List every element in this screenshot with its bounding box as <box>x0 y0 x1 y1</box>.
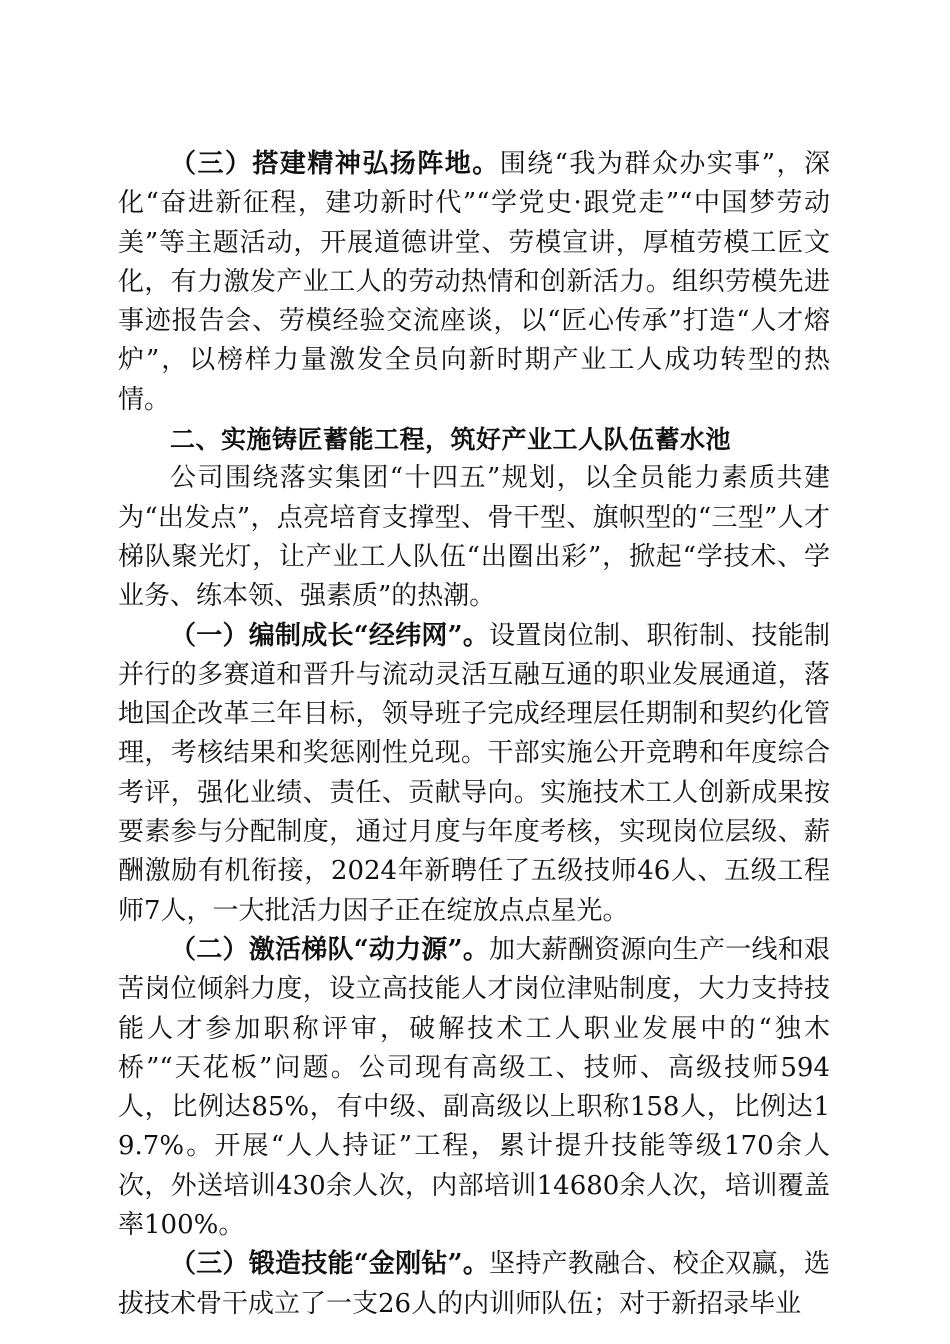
paragraph-5-subheading: （三）锻造技能“金刚钻”。 <box>170 1249 490 1280</box>
paragraph-3 <box>118 617 830 931</box>
paragraph-2-body: 公司围绕落实集团“十四五”规划，以全员能力素质共建为“出发点”，点亮培育支撑型、骨干型、旗帜型的“三型”人才梯队聚光灯，让产业工人队伍“出圈出彩”，掀起“学技术、学业务、练本领、强素质”的热潮。 <box>118 463 830 612</box>
document-page <box>118 145 830 1324</box>
paragraph-5-body: 坚持产教融合、校企双赢，选拔技术骨干成立了一支26人的内训师队伍；对于新招录毕业 <box>118 1249 830 1319</box>
paragraph-1-subheading: （三）搭建精神弘扬阵地。 <box>170 149 500 179</box>
paragraph-4-subheading: （二）激活梯队“动力源”。 <box>170 934 490 965</box>
paragraph-1 <box>118 145 830 420</box>
paragraph-4 <box>118 931 830 1245</box>
paragraph-2 <box>118 459 830 616</box>
paragraph-4-body: 加大薪酬资源向生产一线和艰苦岗位倾斜力度，设立高技能人才岗位津贴制度，大力支持技能人才参加职称评审，破解技术工人职业发展中的“独木桥”“天花板”问题。公司现有高级工、技师、高级技师594人，比例达85%，有中级、副高级以上职称158人，比例达19.7%。开展“人人持证”工程，累计提升技能等级170余人次，外送培训430余人次，内部培训14680余人次，培训覆盖率100%。 <box>118 934 830 1241</box>
paragraph-3-body: 设置岗位制、职衔制、技能制并行的多赛道和晋升与流动灵活互融互通的职业发展通道，落地国企改革三年目标，领导班子完成经理层任期制和契约化管理，考核结果和奖惩刚性兑现。干部实施公开竞聘和年度综合考评，强化业绩、责任、贡献导向。实施技术工人创新成果按要素参与分配制度，通过月度与年度考核，实现岗位层级、薪酬激励有机衔接，2024年新聘任了五级技师46人、五级工程师7人，一大批活力因子正在绽放点点星光。 <box>118 620 830 926</box>
paragraph-3-subheading: （一）编制成长“经纬网”。 <box>170 620 490 651</box>
paragraph-1-body: 围绕“我为群众办实事”，深化“奋进新征程，建功新时代”“学党史·跟党走”“中国梦劳动美”等主题活动，开展道德讲堂、劳模宣讲，厚植劳模工匠文化，有力激发产业工人的劳动热情和创新活力。组织劳模先进事迹报告会、劳模经验交流座谈，以“匠心传承”打造“人才熔炉”，以榜样力量激发全员向新时期产业工人成功转型的热情。 <box>118 149 830 415</box>
section-heading: 二、实施铸匠蓄能工程，筑好产业工人队伍蓄水池 <box>170 425 732 455</box>
paragraph-5 <box>118 1245 830 1324</box>
